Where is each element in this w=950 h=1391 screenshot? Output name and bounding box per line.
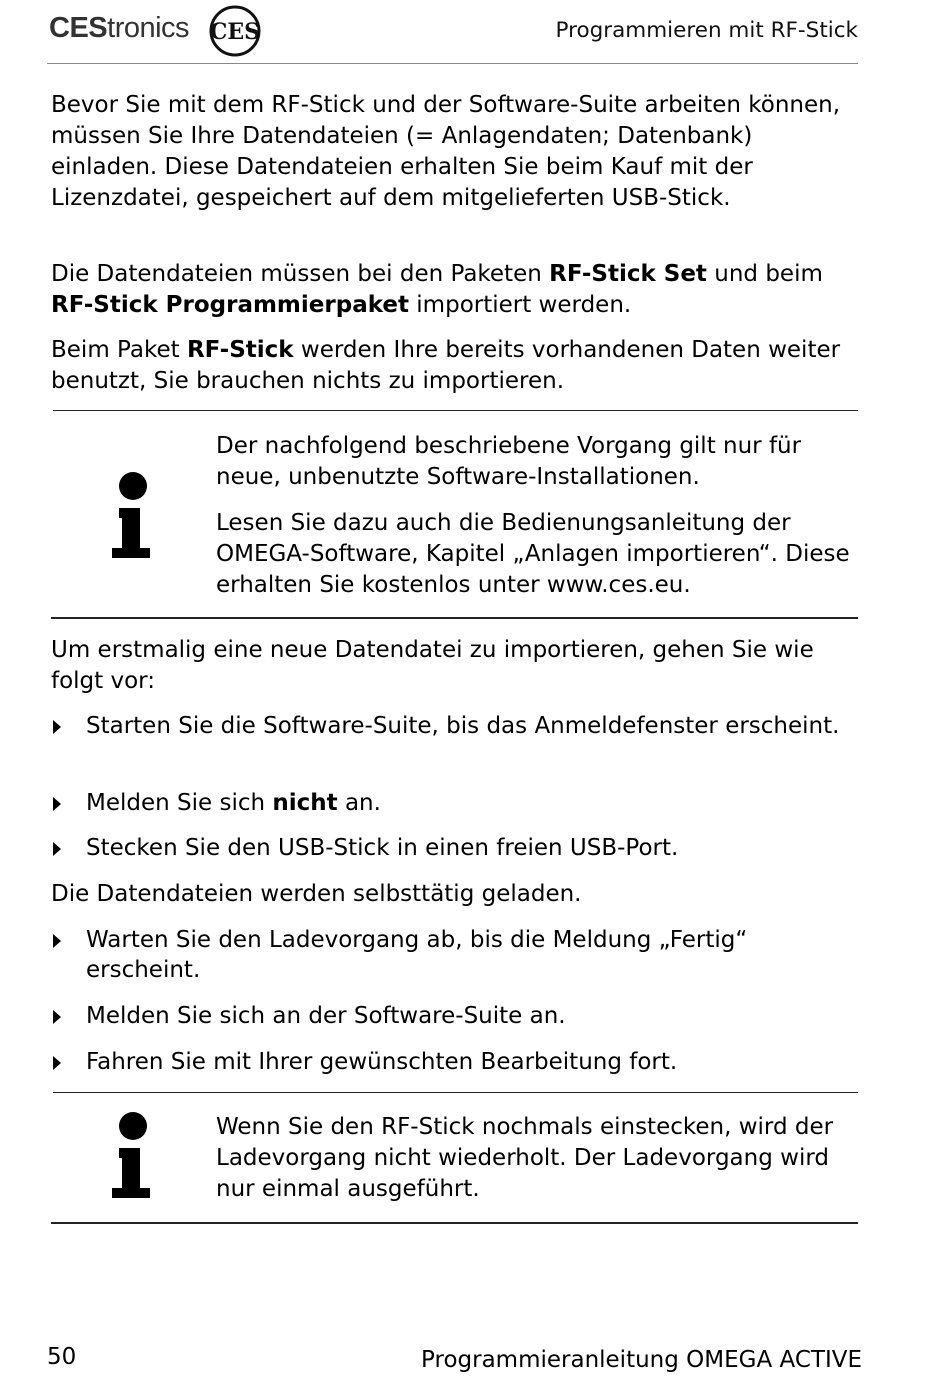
list-item xyxy=(51,925,861,985)
list-item-text: Melden Sie sich an der Software-Suite an. xyxy=(86,1003,566,1029)
divider xyxy=(53,410,858,411)
divider xyxy=(51,1222,858,1224)
bullet-arrow-icon xyxy=(53,934,61,948)
info-icon xyxy=(106,470,160,560)
product-rf-stick-set: RF-Stick Set xyxy=(549,261,707,287)
text-span: an. xyxy=(337,790,381,816)
divider xyxy=(53,1092,858,1093)
intro-paragraph-1: Bevor Sie mit dem RF-Stick und der Software-Suite arbeiten können, müssen Sie Ihre Datendateien (= Anlagendaten; Datenbank) einladen. Diese Datendateien erhalten Sie beim Kauf mit der Lizenzdatei, gespeichert auf dem mitgelieferten USB-Stick. xyxy=(51,92,841,211)
text-span: importiert werden. xyxy=(408,292,632,318)
emphasis: nicht xyxy=(272,790,338,816)
bullet-arrow-icon xyxy=(53,1010,61,1024)
info-icon xyxy=(106,1110,160,1200)
bullet-arrow-icon xyxy=(53,842,61,856)
note-1-line-1: Der nachfolgend beschriebene Vorgang gilt nur für neue, unbenutzte Software-Installationen. xyxy=(216,433,802,490)
list-item xyxy=(51,833,861,863)
text-span: werden Ihre bereits vorhandenen Daten weiter benutzt, Sie brauchen nichts zu importieren. xyxy=(51,337,841,394)
note-2-text: Wenn Sie den RF-Stick nochmals einstecken, wird der Ladevorgang nicht wiederholt. Der Ladevorgang wird nur einmal ausgeführt. xyxy=(216,1114,834,1202)
brand-bold: CES xyxy=(49,12,108,44)
list-item xyxy=(51,711,861,741)
list-item xyxy=(51,1047,861,1077)
note-1-line-2: Lesen Sie dazu auch die Bedienungsanleitung der OMEGA-Software, Kapitel „Anlagen importieren“. Diese erhalten Sie kostenlos unter www.ces.eu. xyxy=(216,510,850,598)
bullet-arrow-icon xyxy=(53,720,61,734)
steps-intro: Um erstmalig eine neue Datendatei zu importieren, gehen Sie wie folgt vor: xyxy=(51,637,814,694)
page-header xyxy=(47,0,858,64)
list-item xyxy=(51,1001,861,1031)
bullet-arrow-icon xyxy=(53,797,61,811)
list-item-text: Fahren Sie mit Ihrer gewünschten Bearbeitung fort. xyxy=(86,1049,678,1075)
list-item-text: Warten Sie den Ladevorgang ab, bis die Meldung „Fertig“ erscheint. xyxy=(86,927,748,983)
text-span: Die Datendateien müssen bei den Paketen xyxy=(51,261,550,287)
text-span: Beim Paket xyxy=(51,337,187,363)
list-item-text: Stecken Sie den USB-Stick in einen freien USB-Port. xyxy=(86,835,679,861)
list-item-text xyxy=(86,788,846,818)
page-header-title: Programmieren mit RF-Stick xyxy=(555,18,858,43)
auto-load-note: Die Datendateien werden selbsttätig geladen. xyxy=(51,881,582,907)
product-rf-stick-programmierpaket: RF-Stick Programmierpaket xyxy=(51,292,409,318)
brand-logo xyxy=(49,12,189,45)
text-span: Melden Sie sich xyxy=(86,790,273,816)
list-item xyxy=(51,788,861,818)
intro-paragraph-3 xyxy=(51,335,851,397)
product-rf-stick: RF-Stick xyxy=(186,337,294,363)
ces-seal-icon xyxy=(208,4,262,58)
intro-paragraph-2 xyxy=(51,259,851,321)
page-number: 50 xyxy=(47,1344,77,1370)
bullet-arrow-icon xyxy=(53,1056,61,1070)
footer-doc-title: Programmieranleitung OMEGA ACTIVE xyxy=(421,1347,862,1373)
divider xyxy=(51,617,858,619)
list-item-text: Starten Sie die Software-Suite, bis das Anmeldefenster erscheint. xyxy=(86,713,840,739)
brand-light: tronics xyxy=(107,12,190,44)
ces-seal-text: CES xyxy=(209,19,261,45)
note-1 xyxy=(216,431,856,601)
text-span: und beim xyxy=(706,261,823,287)
note-2 xyxy=(216,1112,856,1205)
